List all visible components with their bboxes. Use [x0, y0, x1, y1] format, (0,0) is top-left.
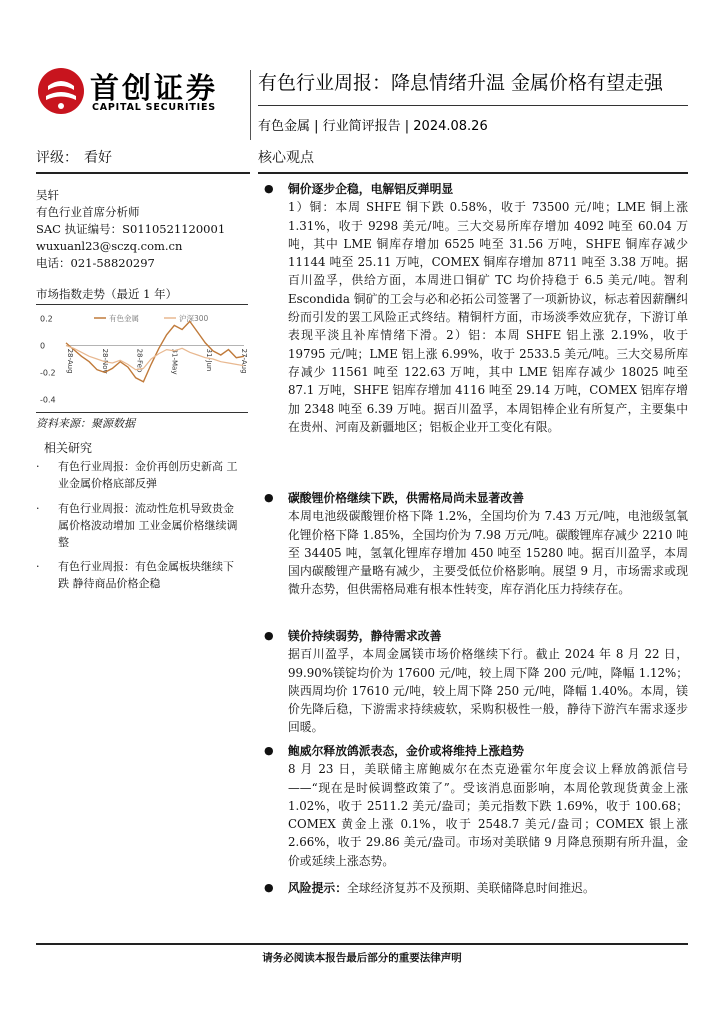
bullet-icon: ●: [264, 744, 274, 757]
point-text: 1）铜：本周 SHFE 铜下跌 0.58%，收于 73500 元/吨；LME 铜上涨 1.31%，收于 9298 美元/吨。三大交易所库存增加 4092 吨至 60.04 万吨，其中 LME 铜库存增加 6525 吨至 31.56 万吨，SHFE 铜库存减少 11144 吨至 25.11 万吨，COMEX 铜库存增加 8711 吨至 3.38 万吨。据百川盈孚，供给方面，本周进口铜矿 TC 均价持稳于 6.5 美元/吨。智利 Escondida 铜矿的工会与必和必拓公司签署了一项新协议，标志着因薪酬纠纷而引发的罢工风险正式终结。精铜杆方面，市场淡季效应犹存，下游订单表现平淡且补库情绪下滑。2）铝：本周 SHFE 铝上涨 2.19%，收于 19795 元/吨；LME 铝上涨 6.99%，收于 2533.5 美元/吨。三大交易所库存减少 11561 吨至 122.63 万吨，其中 LME 铝库存减少 18025 吨至 87.1 万吨，SHFE 铝库存增加 4116 吨至 29.14 万吨，COMEX 铝库存增加 2348 吨至 6.39 万吨。据百川盈孚，本周铝棒企业有所复产，主要集中在贵州、河南及新疆地区；铝板企业开工变化有限。: [288, 200, 688, 434]
section-rule-left: [36, 172, 250, 174]
x-tick-label: 31-Jun: [205, 348, 214, 372]
analyst-sac: SAC 执证编号：S0110521120001: [36, 222, 226, 236]
x-tick-label: 31-May: [170, 348, 179, 375]
legal-footer: 请务必阅读本报告最后部分的重要法律声明: [262, 952, 462, 964]
logo-text-en: CAPITAL SECURITIES: [92, 102, 216, 113]
bullet-icon: ●: [264, 182, 274, 195]
x-tick-label: 28-Nov: [100, 348, 109, 374]
related-item[interactable]: · 有色行业周报：有色金属板块继续下跌 静待商品价格企稳: [36, 560, 234, 590]
analyst-name: 吴轩: [36, 188, 59, 202]
legend-label: 有色金属: [109, 314, 139, 323]
rating-label: 评级：: [36, 150, 78, 166]
analyst-phone: 电话：021-58820297: [36, 256, 155, 270]
footer-rule: [36, 943, 688, 945]
point-text: 8 月 23 日，美联储主席鲍威尔在杰克逊霍尔年度会议上释放鸽派信号——“现在是时候调整政策了”。受该消息面影响，本周伦敦现货黄金上涨 1.02%，收于 2511.2 美元/盎司；美元指数下跌 1.69%，收于 100.68；COMEX 黄金上涨 0.1%，收于 2548.7 美元/盎司；COMEX 银上涨 2.66%，收于 29.86 美元/盎司。市场对美联储 9 月降息预期有所升温，金价或延续上涨态势。: [288, 762, 688, 868]
point-text: 本周电池级碳酸锂价格下降 1.2%，全国均价为 7.43 万元/吨，电池级氢氧化锂价格下降 1.85%，全国均价为 7.98 万元/吨。碳酸锂库存减少 2210 吨至 34405 吨，氢氧化锂库存增加 450 吨至 15280 吨。据百川盈孚，本周国内碳酸锂产量略有减少，主要受低位价格影响。展望 9 月，市场需求或现微升态势，但供需格局难有根本性转变，库存消化压力持续存在。: [288, 509, 688, 597]
rating-value: 看好: [84, 150, 112, 166]
bullet-icon: ●: [264, 491, 274, 504]
y-tick-label: 0.2: [40, 314, 53, 324]
report-title: 有色行业周报：降息情绪升温 金属价格有望走强: [258, 72, 664, 94]
point-magnesium: [264, 627, 688, 737]
point-lithium: [264, 489, 688, 599]
related-item[interactable]: · 有色行业周报：流动性危机导致贵金属价格波动增加 工业金属价格继续调整: [36, 502, 238, 549]
chart-bottom-rule: [36, 412, 248, 413]
section-rule-right: [258, 172, 688, 174]
analyst-email[interactable]: wuxuanl23@sczq.com.cn: [36, 239, 183, 253]
point-text: 据百川盈孚，本周金属镁市场价格继续下行。截止 2024 年 8 月 22 日，99.90%镁锭均价为 17600 元/吨，较上周下降 200 元/吨，降幅 1.12%；陕西周均价 17610 元/吨，较上周下降 250 元/吨，降幅 1.40%。本周，镁价先降后稳，下游需求持续疲软，采购积极性一般，静待下游汽车需求逐步回暖。: [288, 647, 688, 735]
analyst-title: 有色行业首席分析师: [36, 205, 140, 219]
legend-label: 沪深300: [179, 314, 209, 323]
x-tick-label: 27-Aug: [240, 348, 248, 374]
y-tick-label: 0: [40, 341, 46, 351]
core-views-title: 核心观点: [258, 150, 314, 166]
chart-title: 市场指数走势（最近 1 年）: [36, 287, 178, 301]
header-divider: [250, 70, 251, 140]
related-item[interactable]: · 有色行业周报：金价再创历史新高 工业金属价格底部反弹: [36, 460, 238, 490]
point-heading: 碳酸锂价格继续下跌，供需格局尚未显著改善: [288, 491, 524, 505]
bullet-icon: ·: [36, 502, 40, 515]
point-heading: 鲍威尔释放鸽派表态，金价或将维持上涨趋势: [288, 744, 524, 758]
point-text: 全球经济复苏不及预期、美联储降息时间推迟。: [347, 881, 595, 895]
point-risk: [264, 879, 688, 897]
x-tick-label: 28-Aug: [66, 348, 74, 374]
series-line-1: [66, 321, 244, 381]
report-meta: 有色金属 | 行业简评报告 | 2024.08.26: [258, 119, 488, 134]
market-index-chart: [36, 306, 250, 412]
company-logo: [36, 64, 236, 120]
title-rule: [258, 105, 688, 106]
point-heading: 风险提示：: [288, 881, 347, 895]
point-heading: 铜价逐步企稳，电解铝反弹明显: [288, 182, 454, 196]
point-copper-aluminium: [264, 180, 688, 436]
chart-top-rule: [36, 304, 248, 305]
bullet-icon: ●: [264, 881, 274, 894]
related-research-title: 相关研究: [44, 441, 93, 455]
y-tick-label: -0.2: [40, 368, 56, 378]
point-gold: [264, 742, 688, 870]
chart-source: 资料来源：聚源数据: [36, 417, 135, 430]
logo-text-cn: 首创证券: [90, 71, 219, 105]
bullet-icon: ●: [264, 629, 274, 642]
logo-mark-icon: [36, 66, 86, 116]
bullet-icon: ·: [36, 460, 40, 473]
y-tick-label: -0.4: [40, 395, 56, 405]
point-heading: 镁价持续弱势，静待需求改善: [288, 629, 442, 643]
bullet-icon: ·: [36, 560, 40, 573]
x-tick-label: 28-Feb: [135, 348, 144, 373]
